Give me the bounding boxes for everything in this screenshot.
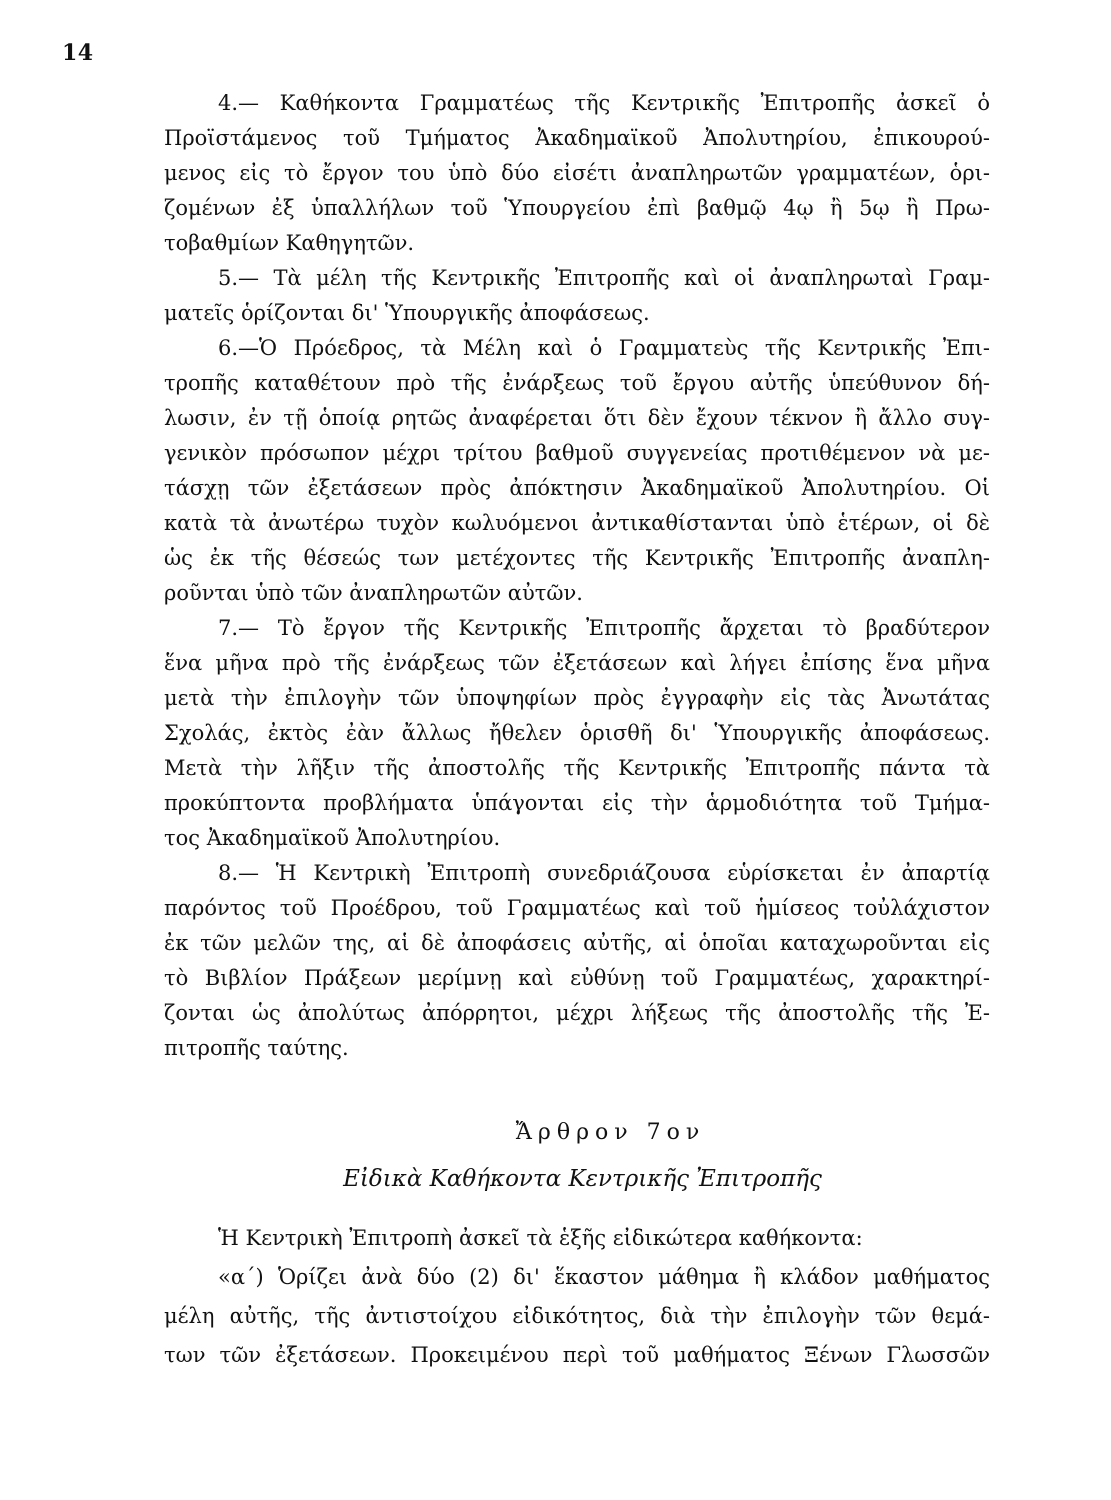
- paragraph-6-line: τροπῆς καταθέτουν πρὸ τῆς ἐνάρξεως τοῦ ἔργου αὐτῆς ὑπεύθυνον δή-: [164, 371, 990, 395]
- paragraph-8-line: πιτροπῆς ταύτης.: [164, 1036, 349, 1060]
- paragraph-6-line: ὡς ἐκ τῆς θέσεώς των μετέχοντες τῆς Κεντρικῆς Ἐπιτροπῆς ἀναπλη-: [164, 546, 990, 570]
- paragraph-8-line: τὸ Βιβλίον Πράξεων μερίμνῃ καὶ εὐθύνῃ τοῦ Γραμματέως, χαρακτηρί-: [164, 966, 990, 990]
- article-heading: Ἄρθρον 7ον: [515, 1120, 706, 1145]
- paragraph-6-line: ροῦνται ὑπὸ τῶν ἀναπληρωτῶν αὐτῶν.: [164, 581, 583, 605]
- article-7-item-a-line: «α΄) Ὁρίζει ἀνὰ δύο (2) δι' ἕκαστον μάθημα ἢ κλάδον μαθήματος: [218, 1265, 990, 1289]
- paragraph-5-line: ματεῖς ὁρίζονται δι' Ὑπουργικῆς ἀποφάσεως.: [164, 301, 650, 325]
- paragraph-6-line: γενικὸν πρόσωπον μέχρι τρίτου βαθμοῦ συγγενείας προτιθέμενον νὰ με-: [164, 441, 990, 465]
- paragraph-6-line: τάσχῃ τῶν ἐξετάσεων πρὸς ἀπόκτησιν Ἀκαδημαϊκοῦ Ἀπολυτηρίου. Οἱ: [164, 476, 990, 500]
- body-text: [164, 86, 990, 1066]
- paragraph-7-line: Μετὰ τὴν λῆξιν τῆς ἀποστολῆς τῆς Κεντρικῆς Ἐπιτροπῆς πάντα τὰ: [164, 756, 990, 780]
- paragraph-7-line: προκύπτοντα προβλήματα ὑπάγονται εἰς τὴν ἁρμοδιότητα τοῦ Τμήμα-: [164, 791, 990, 815]
- article-7-intro-line: Ἡ Κεντρικὴ Ἐπιτροπὴ ἀσκεῖ τὰ ἑξῆς εἰδικώτερα καθήκοντα:: [218, 1226, 863, 1250]
- paragraph-7-line: ἕνα μῆνα πρὸ τῆς ἐνάρξεως τῶν ἐξετάσεων καὶ λήγει ἐπίσης ἕνα μῆνα: [164, 651, 990, 675]
- paragraph-4-line: μενος εἰς τὸ ἔργον του ὑπὸ δύο εἰσέτι ἀναπληρωτῶν γραμματέων, ὁρι-: [164, 161, 990, 185]
- paragraph-6-line: κατὰ τὰ ἀνωτέρω τυχὸν κωλυόμενοι ἀντικαθίστανται ὑπὸ ἑτέρων, οἱ δὲ: [164, 511, 990, 535]
- paragraph-6-line: λωσιν, ἐν τῇ ὁποίᾳ ρητῶς ἀναφέρεται ὅτι δὲν ἔχουν τέκνον ἢ ἄλλο συγ-: [164, 406, 990, 430]
- article-7-text: [164, 1219, 990, 1375]
- paragraph-7-line: μετὰ τὴν ἐπιλογὴν τῶν ὑποψηφίων πρὸς ἐγγραφὴν εἰς τὰς Ἀνωτάτας: [164, 686, 990, 710]
- paragraph-7-line: 7.— Τὸ ἔργον τῆς Κεντρικῆς Ἐπιτροπῆς ἄρχεται τὸ βραδύτερον: [218, 616, 990, 640]
- paragraph-7-line: Σχολάς, ἐκτὸς ἐὰν ἄλλως ἤθελεν ὁρισθῆ δι' Ὑπουργικῆς ἀποφάσεως.: [164, 721, 990, 745]
- paragraph-4-line: τοβαθμίων Καθηγητῶν.: [164, 231, 415, 255]
- paragraph-4-line: ζομένων ἐξ ὑπαλλήλων τοῦ Ὑπουργείου ἐπὶ βαθμῷ 4ῳ ἢ 5ῳ ἢ Πρω-: [164, 196, 990, 220]
- paragraph-8-line: 8.— Ἡ Κεντρικὴ Ἐπιτροπὴ συνεδριάζουσα εὑρίσκεται ἐν ἀπαρτίᾳ: [218, 861, 990, 885]
- paragraph-7-line: τος Ἀκαδημαϊκοῦ Ἀπολυτηρίου.: [164, 826, 501, 850]
- paragraph-8-line: ζονται ὡς ἀπολύτως ἀπόρρητοι, μέχρι λήξεως τῆς ἀποστολῆς τῆς Ἐ-: [164, 1001, 990, 1025]
- paragraph-4-line: 4.— Καθήκοντα Γραμματέως τῆς Κεντρικῆς Ἐπιτροπῆς ἀσκεῖ ὁ: [218, 91, 990, 115]
- paragraph-4-line: Προϊστάμενος τοῦ Τμήματος Ἀκαδημαϊκοῦ Ἀπολυτηρίου, ἐπικουρού-: [164, 126, 990, 150]
- paragraph-8-line: παρόντος τοῦ Προέδρου, τοῦ Γραμματέως καὶ τοῦ ἡμίσεος τοὐλάχιστον: [164, 896, 990, 920]
- page-number: 14: [62, 40, 94, 66]
- paragraph-5-line: 5.— Τὰ μέλη τῆς Κεντρικῆς Ἐπιτροπῆς καὶ οἱ ἀναπληρωταὶ Γραμ-: [218, 266, 990, 290]
- article-7-item-a-line: μέλη αὐτῆς, τῆς ἀντιστοίχου εἰδικότητος, διὰ τὴν ἐπιλογὴν τῶν θεμά-: [164, 1304, 990, 1328]
- article-7-item-a-line: των τῶν ἐξετάσεων. Προκειμένου περὶ τοῦ μαθήματος Ξένων Γλωσσῶν: [164, 1343, 990, 1367]
- paragraph-6-line: 6.—Ὁ Πρόεδρος, τὰ Μέλη καὶ ὁ Γραμματεὺς τῆς Κεντρικῆς Ἐπι-: [218, 336, 990, 360]
- section-title: Εἰδικὰ Καθήκοντα Κεντρικῆς Ἐπιτροπῆς: [343, 1166, 822, 1192]
- paragraph-8-line: ἐκ τῶν μελῶν της, αἱ δὲ ἀποφάσεις αὐτῆς, αἱ ὁποῖαι καταχωροῦνται εἰς: [164, 931, 990, 955]
